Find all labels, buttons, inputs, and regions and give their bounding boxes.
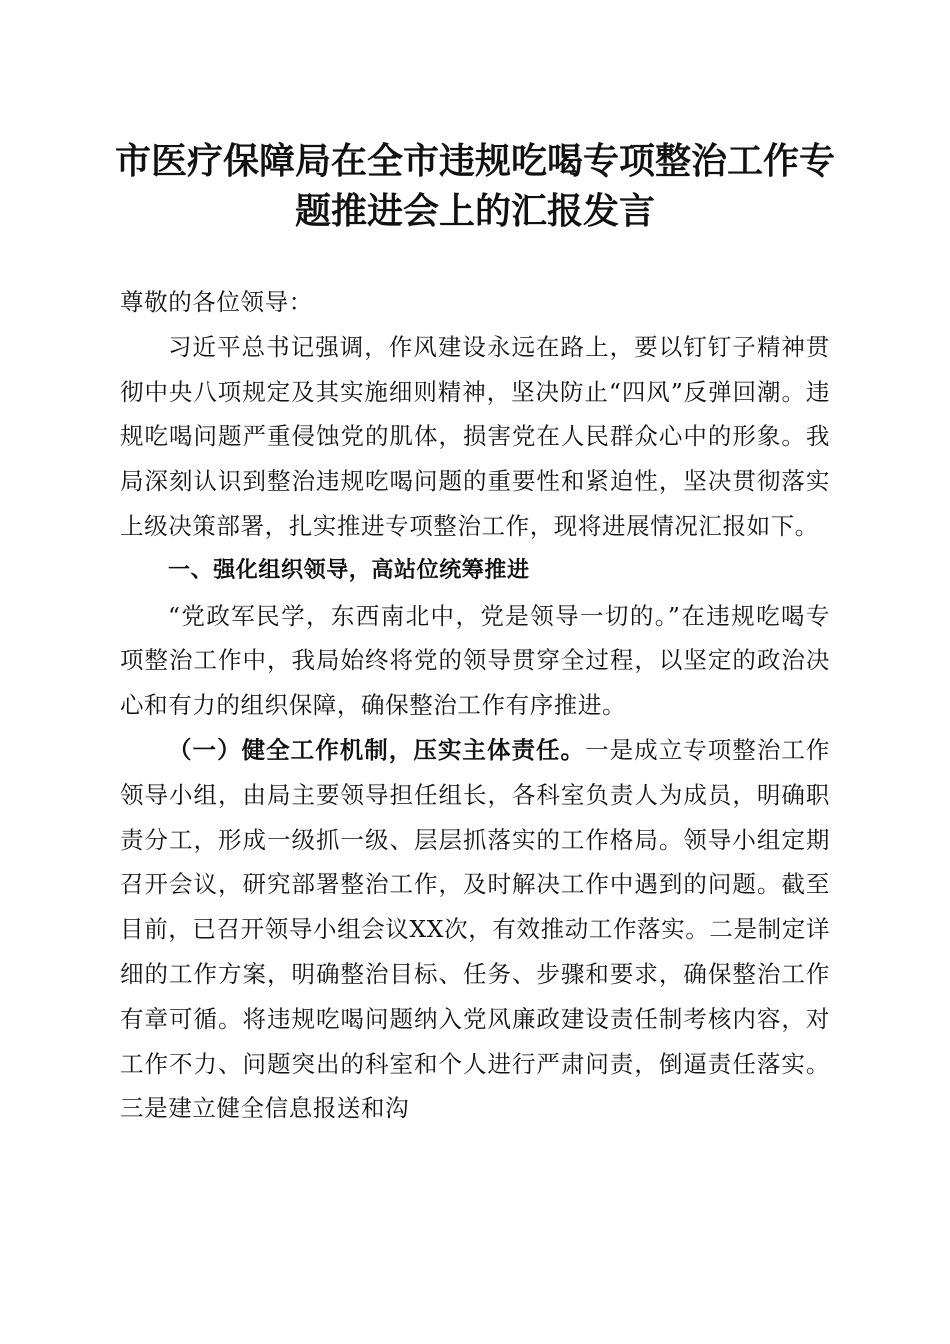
document-title-line-1: 市医疗保障局在全市违规吃喝专项整治工作专 [114, 140, 835, 182]
section-heading-1: 一、强化组织领导，高站位统筹推进 [168, 557, 530, 583]
document-body [120, 280, 830, 1131]
document-title-line-2: 题推进会上的汇报发言 [294, 190, 655, 232]
section-1-paragraph: “党政军民学，东西南北中，党是领导一切的。”在违规吃喝专项整治工作中，我局始终将党的领导贯穿全过程，以坚定的政治决心和有力的组织保障，确保整治工作有序推进。 [120, 601, 830, 720]
intro-paragraph: 习近平总书记强调，作风建设永远在路上，要以钉钉子精神贯彻中央八项规定及其实施细则精神，坚决防止“四风”反弹回潮。违规吃喝问题严重侵蚀党的肌体，损害党在人民群众心中的形象。我局深刻认识到整治违规吃喝问题的重要性和紧迫性，坚决贯彻落实上级决策部署，扎实推进专项整治工作，现将进展情况汇报如下。 [120, 332, 830, 540]
subsection-1-text: 一是成立专项整治工作领导小组，由局主要领导担任组长，各科室负责人为成员，明确职责分工，形成一级抓一级、层层抓落实的工作格局。领导小组定期召开会议，研究部署整治工作，及时解决工作中遇到的问题。截至目前，已召开领导小组会议XX次，有效推动工作落实。二是制定详细的工作方案，明确整治目标、任务、步骤和要求，确保整治工作有章可循。将违规吃喝问题纳入党风廉政建设责任制考核内容，对工作不力、问题突出的科室和个人进行严肃问责，倒逼责任落实。三是建立健全信息报送和沟 [120, 735, 831, 1123]
subsection-1-lead: （一）健全工作机制，压实主体责任。 [168, 735, 586, 764]
document-title [80, 136, 870, 236]
salutation: 尊敬的各位领导： [120, 288, 313, 316]
subsection-1-paragraph [120, 728, 830, 1131]
